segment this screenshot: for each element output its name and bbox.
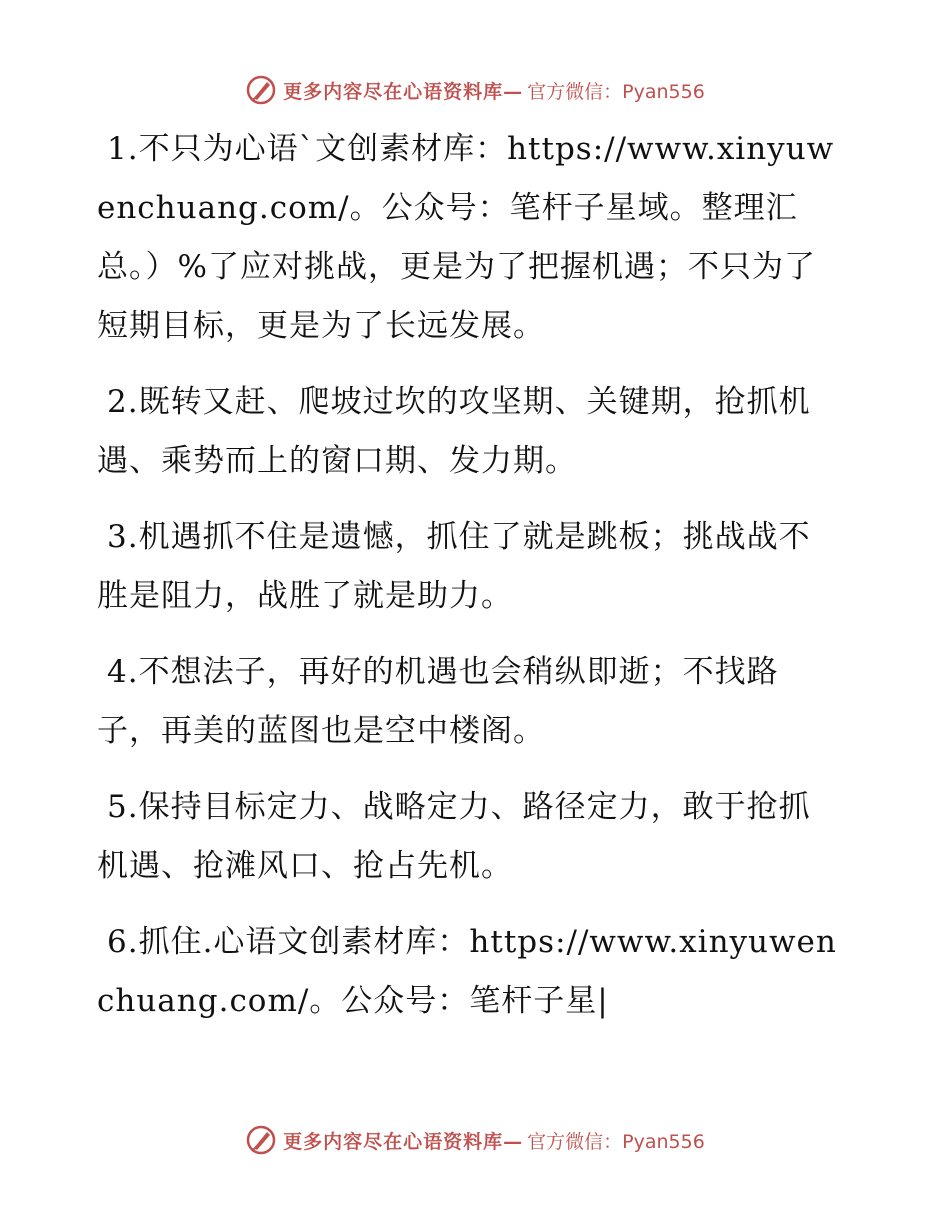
footer-banner: [0, 1120, 950, 1160]
footer-banner-contact: 官方微信：Pyan556: [527, 1130, 705, 1153]
paragraph-6: 6.抓住.心语文创素材库：https://www.xinyuwenchuang.com/。公众号：笔杆子星|: [97, 924, 837, 1019]
header-banner-contact: 官方微信：Pyan556: [527, 80, 705, 103]
paragraph-4: 4.不想法子，再好的机遇也会稍纵即逝；不找路子，再美的蓝图也是空中楼阁。: [97, 654, 779, 749]
paragraph-3: 3.机遇抓不住是遗憾，抓住了就是跳板；挑战战不胜是阻力，战胜了就是助力。: [97, 519, 811, 614]
paragraph-1: 1.不只为心语`文创素材库：https://www.xinyuwenchuang.com/。公众号：笔杆子星域。整理汇总。）%了应对挑战，更是为了把握机遇；不只为了短期目标，更是为了长远发展。: [97, 131, 835, 344]
footer-banner-title: 更多内容尽在心语资料库—: [283, 1130, 524, 1153]
quill-logo-icon: [245, 1124, 277, 1156]
quill-logo-icon: [245, 74, 277, 106]
header-banner: [0, 70, 950, 110]
header-banner-title: 更多内容尽在心语资料库—: [283, 80, 524, 103]
paragraph-5: 5.保持目标定力、战略定力、路径定力，敢于抢抓机遇、抢滩风口、抢占先机。: [97, 789, 811, 884]
paragraph-2: 2.既转又赶、爬坡过坎的攻坚期、关键期，抢抓机遇、乘势而上的窗口期、发力期。: [97, 384, 811, 479]
document-body: [97, 120, 837, 1048]
